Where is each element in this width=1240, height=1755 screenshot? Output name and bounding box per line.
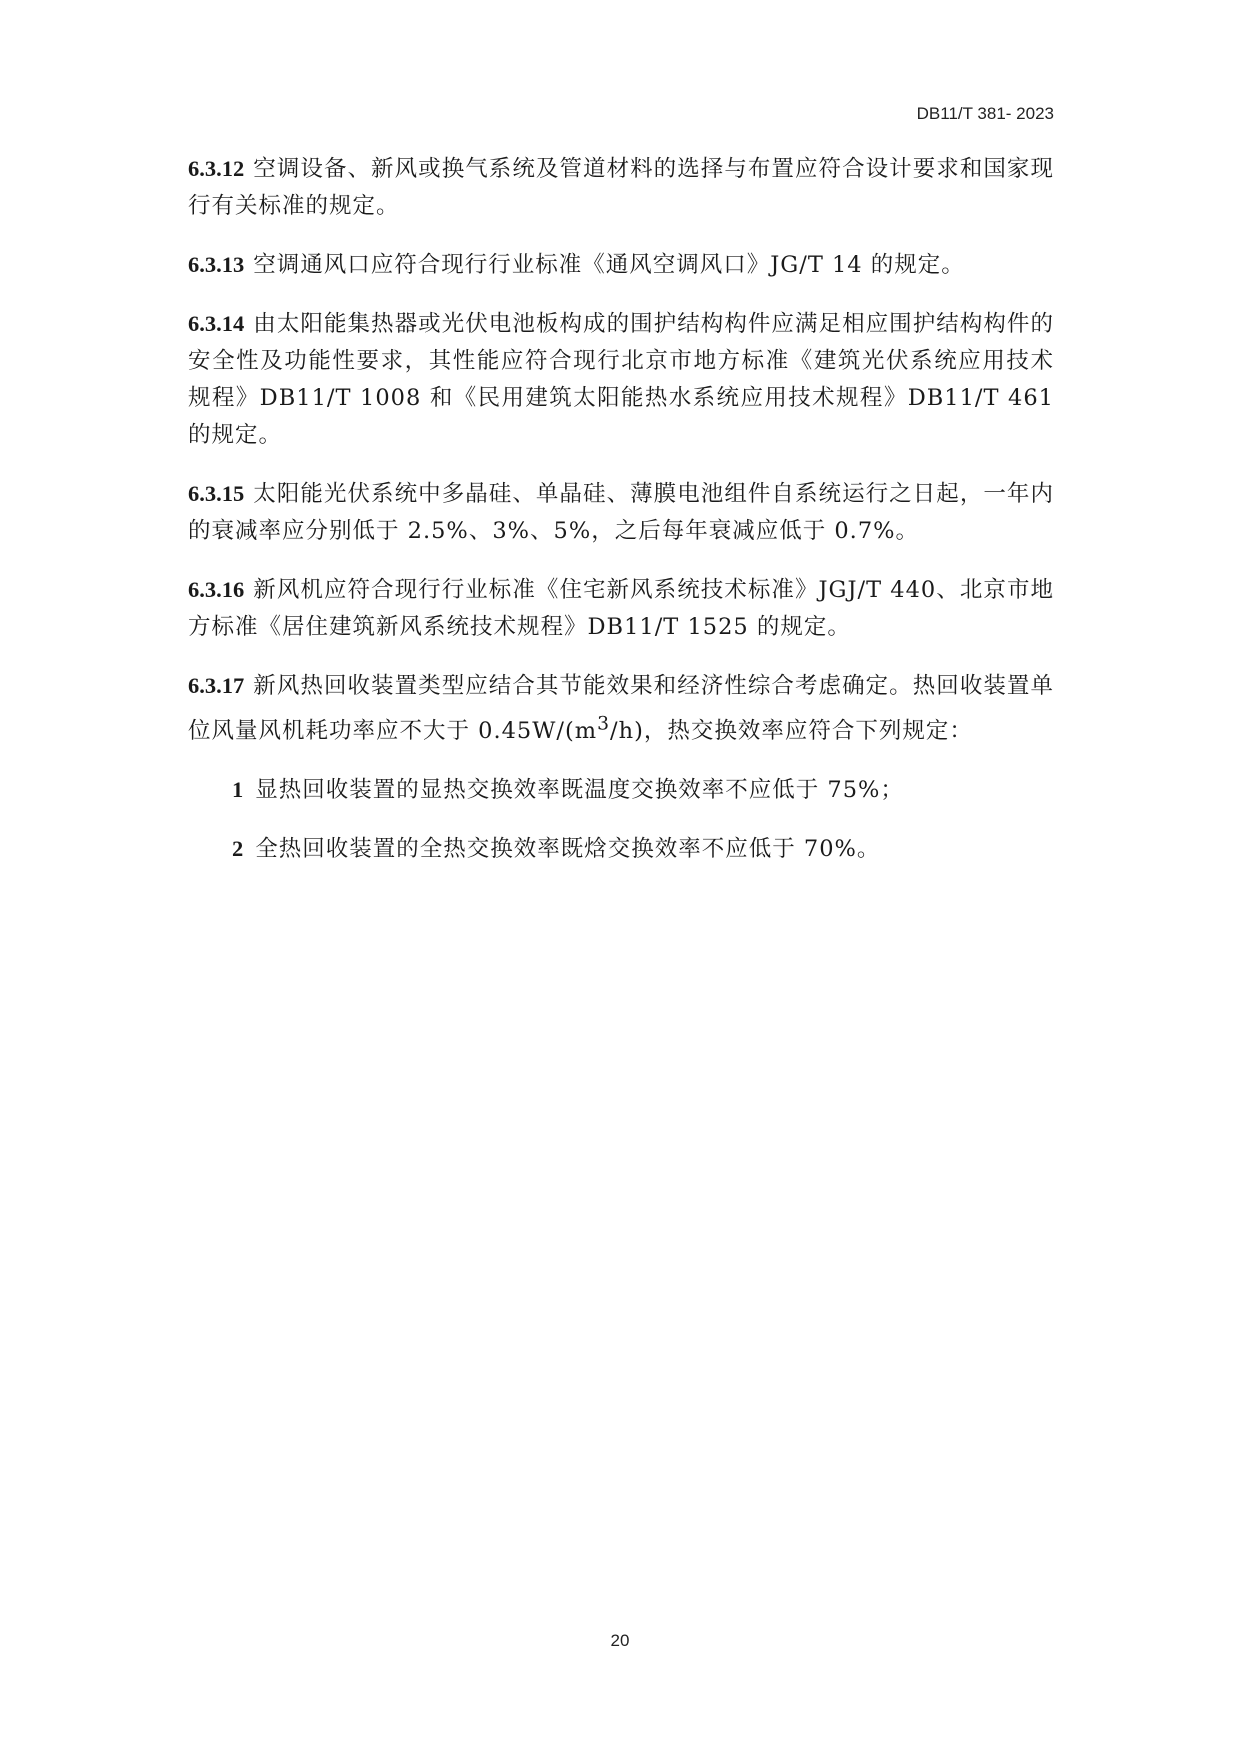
superscript-exponent: 3 xyxy=(597,713,611,734)
clause-text: 空调设备、新风或换气系统及管道材料的选择与布置应符合设计要求和国家现行有关标准的规定。 xyxy=(188,156,1054,219)
clause-6-3-13 xyxy=(188,246,1054,284)
list-item-1 xyxy=(188,771,1054,809)
clause-number: 6.3.14 xyxy=(188,311,245,336)
clause-number: 6.3.12 xyxy=(188,156,245,181)
clause-6-3-16 xyxy=(188,571,1054,646)
page-number: 20 xyxy=(610,1631,630,1650)
clause-text: 新风机应符合现行行业标准《住宅新风系统技术标准》JGJ/T 440、北京市地方标准《居住建筑新风系统技术规程》DB11/T 1525 的规定。 xyxy=(188,577,1054,640)
clause-number: 6.3.13 xyxy=(188,252,245,277)
clause-text-after: /h)，热交换效率应符合下列规定： xyxy=(610,717,973,744)
clause-6-3-17 xyxy=(188,667,1054,750)
clause-text: 空调通风口应符合现行行业标准《通风空调风口》JG/T 14 的规定。 xyxy=(253,252,965,278)
item-number: 2 xyxy=(232,835,244,861)
list-item-2 xyxy=(188,830,1054,868)
clause-6-3-14 xyxy=(188,305,1054,454)
item-text: 显热回收装置的显热交换效率既温度交换效率不应低于 75%； xyxy=(255,776,904,803)
document-body xyxy=(188,150,1054,889)
item-number: 1 xyxy=(232,776,244,802)
clause-text: 太阳能光伏系统中多晶硅、单晶硅、薄膜电池组件自系统运行之日起，一年内的衰减率应分别低于 2.5%、3%、5%，之后每年衰减应低于 0.7%。 xyxy=(188,481,1054,544)
clause-text: 由太阳能集热器或光伏电池板构成的围护结构构件应满足相应围护结构构件的安全性及功能性要求，其性能应符合现行北京市地方标准《建筑光伏系统应用技术规程》DB11/T 1008 和《民用建筑太阳能热水系统应用技术规程》DB11/T 461 的规定。 xyxy=(188,311,1054,448)
clause-6-3-12 xyxy=(188,150,1054,225)
standard-code: DB11/T 381- 2023 xyxy=(916,104,1054,123)
clause-number: 6.3.16 xyxy=(188,577,245,602)
clause-text-before: 新风热回收装置类型应结合其节能效果和经济性综合考虑确定。热回收装置单位风量风机耗功率应不大于 0.45W/(m xyxy=(188,673,1054,744)
clause-number: 6.3.15 xyxy=(188,481,245,506)
clause-6-3-15 xyxy=(188,475,1054,550)
item-text: 全热回收装置的全热交换效率既焓交换效率不应低于 70%。 xyxy=(255,835,881,862)
clause-text xyxy=(188,673,1054,744)
clause-number: 6.3.17 xyxy=(188,673,245,698)
